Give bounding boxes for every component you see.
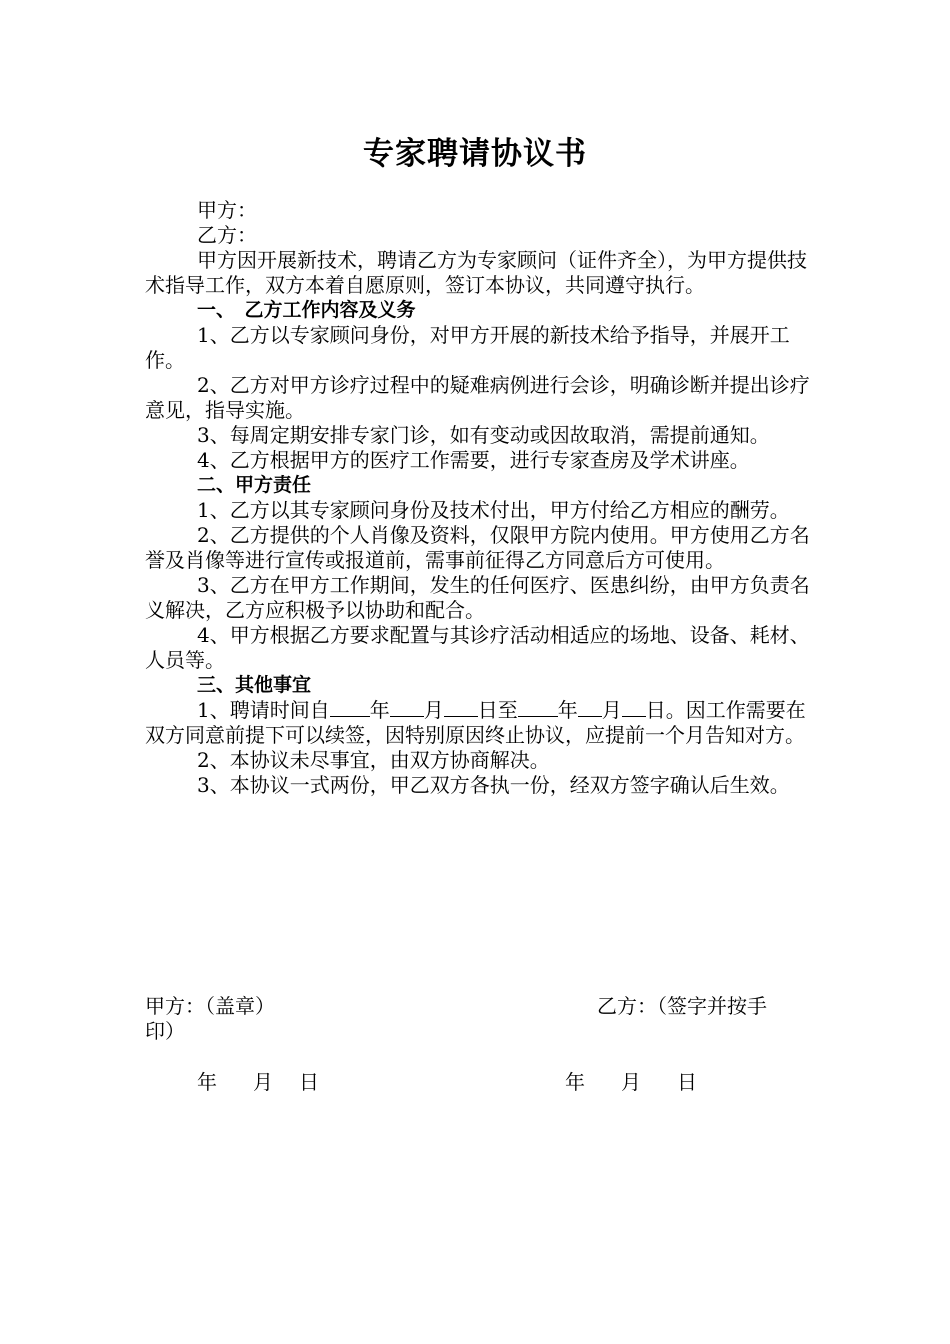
date-year: 年: [565, 1070, 585, 1094]
section3-item-term: [145, 698, 810, 748]
party-b-label: 乙方：: [197, 223, 257, 247]
blank-line: [518, 698, 558, 717]
date-year: 年: [197, 1070, 217, 1094]
section2-item: 1、乙方以其专家顾问身份及技术付出，甲方付给乙方相应的酬劳。: [197, 498, 790, 522]
section3-item: 3、本协议一式两份，甲乙双方各执一份，经双方签字确认后生效。: [197, 773, 790, 797]
section3-heading: 三、其他事宜: [197, 674, 312, 696]
document-title: 专家聘请协议书: [363, 136, 587, 172]
section2-item: 2、乙方提供的个人肖像及资料，仅限甲方院内使用。甲方使用乙方名誉及肖像等进行宣传或报道前，需事前征得乙方同意后方可使用。: [145, 523, 810, 572]
date-month: 月: [253, 1070, 273, 1094]
section1-item: 2、乙方对甲方诊疗过程中的疑难病例进行会诊，明确诊断并提出诊疗意见，指导实施。: [145, 373, 810, 422]
section2-item: 4、甲方根据乙方要求配置与其诊疗活动相适应的场地、设备、耗材、人员等。: [145, 623, 810, 672]
term-text: 年: [369, 698, 390, 722]
date-day: 日: [299, 1070, 319, 1094]
term-text: 月: [423, 698, 444, 722]
party-b-date: [565, 1070, 697, 1095]
blank-line: [622, 698, 646, 717]
term-text: 年: [557, 698, 578, 722]
term-text: 日至: [477, 698, 518, 722]
blank-line: [444, 698, 478, 717]
document-body: [145, 198, 810, 798]
party-a-signature: 甲方：（盖章）: [145, 994, 275, 1018]
section1-heading: 一、 乙方工作内容及义务: [197, 299, 416, 321]
section2-item: 3、乙方在甲方工作期间，发生的任何医疗、医患纠纷，由甲方负责名义解决，乙方应积极予以协助和配合。: [145, 573, 810, 622]
intro-paragraph: 甲方因开展新技术，聘请乙方为专家顾问（证件齐全），为甲方提供技术指导工作，双方本着自愿原则，签订本协议，共同遵守执行。: [145, 248, 807, 297]
section1-item: 1、乙方以专家顾问身份，对甲方开展的新技术给予指导，并展开工作。: [145, 323, 790, 372]
party-a-date: [197, 1070, 319, 1095]
term-text: 月: [601, 698, 622, 722]
section3-item: 2、本协议未尽事宜，由双方协商解决。: [197, 748, 550, 772]
blank-line: [578, 698, 602, 717]
blank-line: [330, 698, 370, 717]
blank-line: [390, 698, 424, 717]
term-text: 1、聘请时间自: [197, 698, 330, 722]
section2-heading: 二、甲方责任: [197, 474, 312, 496]
section1-item: 4、乙方根据甲方的医疗工作需要，进行专家查房及学术讲座。: [197, 448, 750, 472]
party-a-label: 甲方：: [197, 198, 257, 222]
date-month: 月: [621, 1070, 641, 1094]
party-b-signature: 乙方：（签字并按手: [597, 994, 767, 1018]
party-b-signature-cont: 印）: [145, 1019, 185, 1043]
date-day: 日: [677, 1070, 697, 1094]
section1-item: 3、每周定期安排专家门诊，如有变动或因故取消，需提前通知。: [197, 423, 770, 447]
term-text: 日。因工作需要在双方同意前提下可以续签，因特别原因终止协议，应提前一个月告知对方。: [145, 698, 806, 747]
